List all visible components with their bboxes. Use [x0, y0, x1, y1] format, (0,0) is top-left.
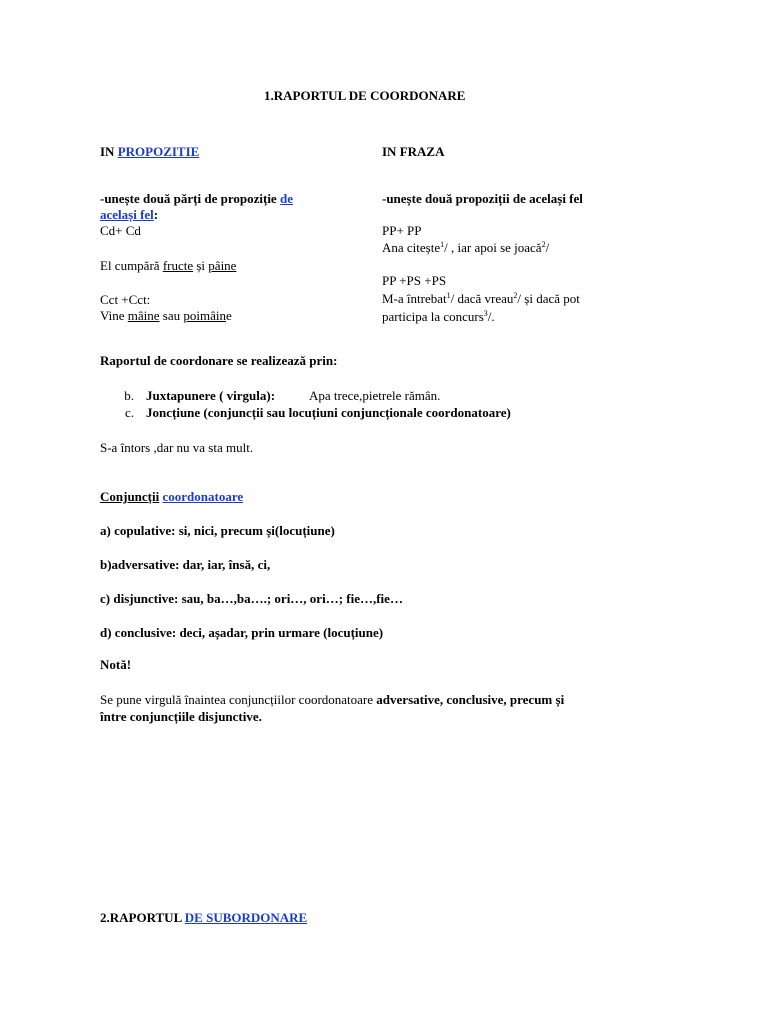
left-ex1-a: El cumpără: [100, 258, 160, 273]
note-line1-plain: Se pune virgulă înaintea conjuncțiilor coordonatoare: [100, 692, 374, 707]
left-line1-text: -unește două părți de propoziție: [100, 191, 277, 206]
conjunction-item: a) copulative: si, nici, precum și(locuțiune): [100, 523, 335, 538]
list-item-text: Apa trece,pietrele rămân.: [309, 388, 441, 403]
propozitie-link[interactable]: PROPOZITIE: [117, 144, 200, 159]
left-line1: [100, 191, 293, 207]
note-line1-bold: adversative, conclusive, precum și: [376, 692, 565, 707]
left-example1: [100, 258, 236, 274]
conjunctions-title-a: Conjuncții: [100, 489, 160, 504]
right-ex2-a: M-a întrebat: [382, 291, 447, 306]
right-example3: [382, 309, 495, 325]
right-ex1-sup1: 1: [440, 240, 445, 249]
de-link[interactable]: de: [279, 191, 293, 206]
right-heading: IN FRAZA: [382, 144, 445, 159]
left-heading: [100, 144, 199, 160]
realization-title: Raportul de coordonare se realizează prin:: [100, 353, 338, 368]
list-item-number: b.: [124, 388, 134, 403]
conjunction-item: c) disjunctive: sau, ba…,ba….; ori…, ori…; fie…,fie…: [100, 591, 403, 606]
conjunctions-title: [100, 489, 243, 505]
left-ex1-b: fructe: [162, 258, 194, 273]
right-ex3-b: /.: [487, 309, 495, 324]
right-ex2-sup1: 1: [446, 291, 451, 300]
left-example2: [100, 308, 232, 324]
de-subordonare-link[interactable]: DE SUBORDONARE: [184, 910, 308, 925]
right-formula2: PP +PS +PS: [382, 273, 447, 288]
right-ex1-sup2: 2: [541, 240, 546, 249]
left-ex2-e: e: [225, 308, 232, 323]
left-ex2-c: sau: [162, 308, 181, 323]
right-formula1: PP+ PP: [382, 223, 422, 238]
conjunction-item: b)adversative: dar, iar, însă, ci,: [100, 557, 271, 572]
list-item-bold: Joncțiune (conjuncții sau locuțiuni conjuncționale coordonatoare): [146, 405, 511, 420]
realization-example: S-a întors ,dar nu va sta mult.: [100, 440, 254, 455]
left-heading-prefix: IN: [100, 144, 115, 159]
conjunction-item: d) conclusive: deci, așadar, prin urmare (locuțiune): [100, 625, 384, 640]
left-formula1: Cd+ Cd: [100, 223, 141, 238]
right-ex1-c: /: [545, 240, 550, 255]
left-line2: [100, 207, 158, 223]
section2-title: [100, 910, 307, 926]
right-ex2-b: / dacă vreau: [450, 291, 514, 306]
right-ex1-a: Ana citește: [382, 240, 441, 255]
right-ex2-c: / și dacă pot: [517, 291, 580, 306]
list-item-number: c.: [124, 405, 134, 420]
right-example2: [382, 291, 580, 307]
right-ex3-a: participa la concurs: [382, 309, 484, 324]
left-ex2-b: mâine: [127, 308, 160, 323]
left-formula2: Cct +Cct:: [100, 292, 151, 307]
right-ex2-sup2: 2: [513, 291, 518, 300]
left-line2-suffix: :: [153, 207, 159, 222]
right-example1: [382, 240, 549, 256]
left-ex2-a: Vine: [100, 308, 125, 323]
left-ex2-d: poimâin: [183, 308, 226, 323]
right-ex1-b: / , iar apoi se joacă: [444, 240, 542, 255]
right-line1: -unește două propoziții de același fel: [382, 191, 583, 206]
note-title: Notă!: [100, 657, 132, 672]
coordonatoare-link[interactable]: coordonatoare: [162, 489, 244, 504]
right-ex3-sup: 3: [483, 309, 488, 318]
note-line2: între conjuncțiile disjunctive.: [100, 709, 262, 724]
section1-title: 1.RAPORTUL DE COORDONARE: [264, 88, 466, 103]
left-ex1-c: și: [196, 258, 206, 273]
section2-title-a: 2.RAPORTUL: [100, 910, 182, 925]
note-line1: [100, 692, 564, 708]
acelasi-fel-link[interactable]: același fel: [100, 207, 154, 222]
left-ex1-d: pâine: [208, 258, 237, 273]
list-item-bold: Juxtapunere ( virgula):: [146, 388, 276, 403]
